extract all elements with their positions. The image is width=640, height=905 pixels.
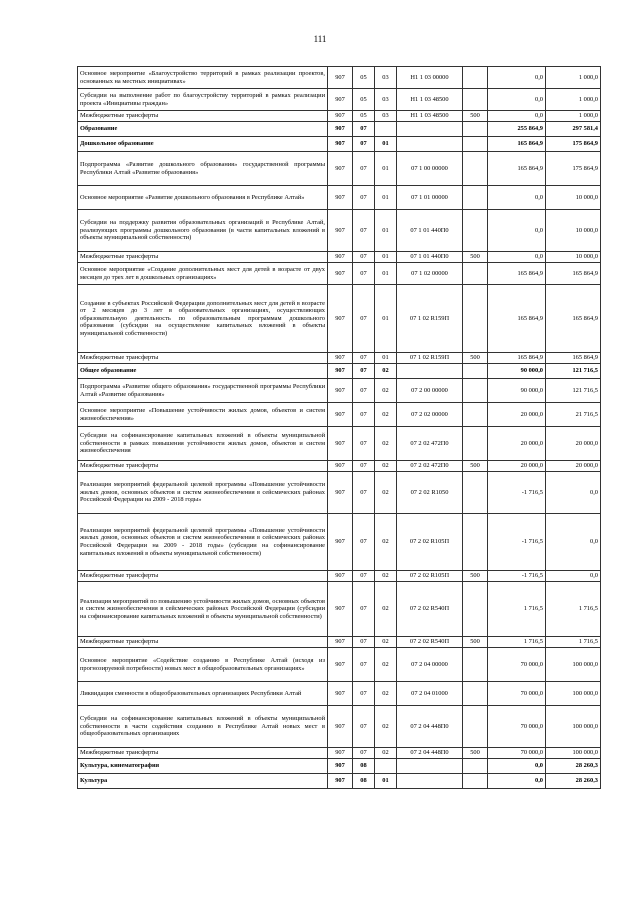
row-amount-year-2: 1 716,5: [546, 582, 601, 637]
row-subsection-code: 02: [375, 748, 397, 759]
row-amount-year-1: 90 000,0: [488, 379, 546, 403]
row-section-code: 07: [353, 122, 375, 137]
row-description: Создание в субъектах Российской Федерации дополнительных мест для детей в возрасте от 2 месяцев до 3 лет в образовательных организациях, осуществляющих образовательную деятельность по образовательным программам дошкольного образования (субсидии на осуществление капитальных вложений в объекты муниципальной собственности): [78, 285, 328, 353]
row-description: Ликвидация сменности в общеобразовательных организациях Республики Алтай: [78, 682, 328, 706]
row-amount-year-1: 0,0: [488, 252, 546, 263]
row-target-article-code: 07 2 02 R540П: [397, 582, 463, 637]
row-description: Субсидии на выполнение работ по благоустройству территорий в рамках реализации проекта «Инициативы граждан»: [78, 89, 328, 111]
row-target-article-code: [397, 122, 463, 137]
row-amount-year-1: 0,0: [488, 759, 546, 774]
row-description: Субсидии на софинансирование капитальных вложений в объекты муниципальной собственности в рамках повышения устойчивости жилых домов, объектов и систем жизнеобеспечения: [78, 427, 328, 461]
row-description: Реализация мероприятий федеральной целевой программы «Повышение устойчивости жилых домов, основных объектов и систем жизнеобеспечения в сейсмических районах Российской Федерации на 2009 - 2018 годы» (субсидии на софинансирование капитальных вложений в объекты муниципальной собственности): [78, 514, 328, 571]
row-section-code: 07: [353, 285, 375, 353]
row-description: Реализация мероприятий по повышению устойчивости жилых домов, основных объектов и систем жизнеобеспечения в сейсмических районах Российской Федерации (субсидии на софинансирование капитальных вложений в объекты муниципальной собственности): [78, 582, 328, 637]
row-amount-year-2: 121 716,5: [546, 364, 601, 379]
row-amount-year-2: 1 716,5: [546, 637, 601, 648]
row-section-code: 07: [353, 137, 375, 152]
row-expense-type-code: [463, 137, 488, 152]
row-expense-type-code: [463, 263, 488, 285]
row-expense-type-code: [463, 472, 488, 514]
row-section-code: 07: [353, 461, 375, 472]
row-subsection-code: 03: [375, 67, 397, 89]
row-subsection-code: 02: [375, 472, 397, 514]
row-amount-year-1: 255 864,9: [488, 122, 546, 137]
row-subsection-code: [375, 759, 397, 774]
row-ministry-code: 907: [328, 571, 353, 582]
row-target-article-code: 07 2 02 00000: [397, 403, 463, 427]
row-subsection-code: 01: [375, 210, 397, 252]
row-subsection-code: 02: [375, 461, 397, 472]
row-subsection-code: 02: [375, 379, 397, 403]
row-target-article-code: 07 1 00 00000: [397, 152, 463, 186]
row-section-code: 07: [353, 403, 375, 427]
row-amount-year-2: 0,0: [546, 472, 601, 514]
row-section-code: 07: [353, 571, 375, 582]
row-expense-type-code: [463, 364, 488, 379]
table-row: [78, 774, 601, 789]
row-subsection-code: 01: [375, 252, 397, 263]
row-section-code: 07: [353, 648, 375, 682]
row-subsection-code: 01: [375, 353, 397, 364]
row-subsection-code: 02: [375, 364, 397, 379]
table-row: [78, 461, 601, 472]
table-row: [78, 210, 601, 252]
row-description: Основное мероприятие «Развитие дошкольного образования в Республике Алтай»: [78, 186, 328, 210]
table-row: [78, 122, 601, 137]
row-ministry-code: 907: [328, 461, 353, 472]
row-section-code: 07: [353, 210, 375, 252]
row-section-code: 07: [353, 186, 375, 210]
row-expense-type-code: [463, 514, 488, 571]
row-subsection-code: 01: [375, 285, 397, 353]
row-subsection-code: 02: [375, 582, 397, 637]
table-row: [78, 637, 601, 648]
row-amount-year-2: 165 864,9: [546, 285, 601, 353]
row-description: Субсидии на поддержку развития образовательных организаций в Республике Алтай, реализующих программы дошкольного образования (в части капитальных вложений в объекты муниципальной собственности): [78, 210, 328, 252]
table-row: [78, 137, 601, 152]
row-amount-year-2: 100 000,0: [546, 682, 601, 706]
row-ministry-code: 907: [328, 379, 353, 403]
row-expense-type-code: 500: [463, 461, 488, 472]
table-row: [78, 403, 601, 427]
table-row: [78, 379, 601, 403]
row-subsection-code: 02: [375, 403, 397, 427]
row-amount-year-1: 20 000,0: [488, 403, 546, 427]
row-target-article-code: [397, 364, 463, 379]
row-description: Основное мероприятие «Содействие созданию в Республике Алтай (исходя из прогнозируемой потребности) новых мест в общеобразовательных организациях»: [78, 648, 328, 682]
row-target-article-code: 07 2 02 R105П: [397, 571, 463, 582]
row-description: Межбюджетные трансферты: [78, 461, 328, 472]
row-ministry-code: 907: [328, 682, 353, 706]
row-ministry-code: 907: [328, 111, 353, 122]
row-target-article-code: 07 1 02 R159П: [397, 353, 463, 364]
row-ministry-code: 907: [328, 514, 353, 571]
row-amount-year-1: 70 000,0: [488, 648, 546, 682]
row-section-code: 07: [353, 364, 375, 379]
table-row: [78, 353, 601, 364]
table-row: [78, 252, 601, 263]
row-description: Межбюджетные трансферты: [78, 252, 328, 263]
table-row: [78, 582, 601, 637]
row-target-article-code: 07 2 04 00000: [397, 648, 463, 682]
row-amount-year-2: 1 000,0: [546, 67, 601, 89]
table-row: [78, 263, 601, 285]
row-expense-type-code: 500: [463, 637, 488, 648]
row-expense-type-code: [463, 427, 488, 461]
row-description: Межбюджетные трансферты: [78, 748, 328, 759]
row-amount-year-1: 20 000,0: [488, 427, 546, 461]
row-expense-type-code: [463, 89, 488, 111]
row-amount-year-2: 0,0: [546, 571, 601, 582]
row-amount-year-2: 100 000,0: [546, 648, 601, 682]
row-subsection-code: 03: [375, 89, 397, 111]
row-amount-year-2: 175 864,9: [546, 137, 601, 152]
table-row: [78, 571, 601, 582]
row-section-code: 07: [353, 706, 375, 748]
row-amount-year-2: 121 716,5: [546, 379, 601, 403]
table-row: [78, 706, 601, 748]
row-target-article-code: 07 1 02 R159П: [397, 285, 463, 353]
row-expense-type-code: [463, 682, 488, 706]
row-ministry-code: 907: [328, 774, 353, 789]
row-subsection-code: 01: [375, 774, 397, 789]
row-amount-year-2: 100 000,0: [546, 748, 601, 759]
row-amount-year-2: 28 260,3: [546, 759, 601, 774]
row-ministry-code: 907: [328, 403, 353, 427]
page-number: 111: [313, 34, 327, 44]
row-ministry-code: 907: [328, 759, 353, 774]
row-amount-year-2: 100 000,0: [546, 706, 601, 748]
row-target-article-code: 07 2 02 472П0: [397, 461, 463, 472]
table-row: [78, 364, 601, 379]
row-subsection-code: 02: [375, 571, 397, 582]
table-row: [78, 67, 601, 89]
row-subsection-code: 01: [375, 186, 397, 210]
row-target-article-code: 07 2 04 448П0: [397, 706, 463, 748]
row-expense-type-code: [463, 759, 488, 774]
table-row: [78, 152, 601, 186]
row-description: Межбюджетные трансферты: [78, 111, 328, 122]
table-row: [78, 285, 601, 353]
row-expense-type-code: [463, 122, 488, 137]
row-amount-year-2: 10 000,0: [546, 210, 601, 252]
table-body: [78, 67, 601, 789]
row-ministry-code: 907: [328, 210, 353, 252]
row-section-code: 07: [353, 263, 375, 285]
row-subsection-code: 02: [375, 427, 397, 461]
row-description: Подпрограмма «Развитие общего образования» государственной программы Республики Алтай «Развитие образования»: [78, 379, 328, 403]
table-row: [78, 427, 601, 461]
row-amount-year-2: 1 000,0: [546, 89, 601, 111]
row-section-code: 05: [353, 67, 375, 89]
row-expense-type-code: 500: [463, 748, 488, 759]
row-amount-year-2: 10 000,0: [546, 252, 601, 263]
row-target-article-code: 07 1 01 440П0: [397, 252, 463, 263]
row-amount-year-2: 297 581,4: [546, 122, 601, 137]
row-ministry-code: 907: [328, 263, 353, 285]
row-amount-year-1: 165 864,9: [488, 137, 546, 152]
row-amount-year-1: 0,0: [488, 774, 546, 789]
row-subsection-code: 01: [375, 137, 397, 152]
row-amount-year-1: 0,0: [488, 89, 546, 111]
row-amount-year-1: 70 000,0: [488, 748, 546, 759]
row-target-article-code: [397, 759, 463, 774]
row-ministry-code: 907: [328, 89, 353, 111]
row-expense-type-code: [463, 186, 488, 210]
row-target-article-code: 07 2 02 472П0: [397, 427, 463, 461]
row-amount-year-2: 20 000,0: [546, 461, 601, 472]
row-amount-year-1: 70 000,0: [488, 682, 546, 706]
row-description: Субсидии на софинансирование капитальных вложений в объекты муниципальной собственности в части содействия созданию в Республике Алтай новых мест в общеобразовательных организациях: [78, 706, 328, 748]
row-amount-year-2: 21 716,5: [546, 403, 601, 427]
row-amount-year-2: 20 000,0: [546, 427, 601, 461]
budget-table: [77, 66, 601, 789]
row-amount-year-1: 165 864,9: [488, 285, 546, 353]
row-ministry-code: 907: [328, 353, 353, 364]
table-row: [78, 89, 601, 111]
row-target-article-code: 07 2 04 448П0: [397, 748, 463, 759]
row-amount-year-1: 20 000,0: [488, 461, 546, 472]
row-description: Межбюджетные трансферты: [78, 353, 328, 364]
row-ministry-code: 907: [328, 67, 353, 89]
row-amount-year-1: -1 716,5: [488, 514, 546, 571]
row-ministry-code: 907: [328, 582, 353, 637]
row-description: Реализация мероприятий федеральной целевой программы «Повышение устойчивости жилых домов, основных объектов и систем жизнеобеспечения в сейсмических районах Российской Федерации на 2009 - 2018 годы»: [78, 472, 328, 514]
row-target-article-code: 07 2 00 00000: [397, 379, 463, 403]
row-section-code: 07: [353, 252, 375, 263]
row-section-code: 07: [353, 682, 375, 706]
row-target-article-code: 07 1 02 00000: [397, 263, 463, 285]
row-subsection-code: 02: [375, 706, 397, 748]
row-amount-year-1: 0,0: [488, 210, 546, 252]
table-row: [78, 186, 601, 210]
row-description: Основное мероприятие «Повышение устойчивости жилых домов, объектов и систем жизнеобеспечения»: [78, 403, 328, 427]
row-ministry-code: 907: [328, 364, 353, 379]
row-subsection-code: 02: [375, 637, 397, 648]
row-amount-year-1: 70 000,0: [488, 706, 546, 748]
row-ministry-code: 907: [328, 648, 353, 682]
row-subsection-code: 02: [375, 648, 397, 682]
row-target-article-code: [397, 774, 463, 789]
row-expense-type-code: [463, 706, 488, 748]
row-expense-type-code: [463, 67, 488, 89]
row-amount-year-1: -1 716,5: [488, 571, 546, 582]
row-amount-year-1: -1 716,5: [488, 472, 546, 514]
row-amount-year-1: 165 864,9: [488, 263, 546, 285]
row-amount-year-2: 175 864,9: [546, 152, 601, 186]
table-row: [78, 472, 601, 514]
row-description: Дошкольное образование: [78, 137, 328, 152]
row-description: Межбюджетные трансферты: [78, 637, 328, 648]
table-row: [78, 759, 601, 774]
row-subsection-code: 01: [375, 152, 397, 186]
row-amount-year-2: 28 260,3: [546, 774, 601, 789]
row-target-article-code: Н1 1 03 00000: [397, 67, 463, 89]
row-section-code: 07: [353, 514, 375, 571]
row-expense-type-code: 500: [463, 252, 488, 263]
row-amount-year-1: 0,0: [488, 111, 546, 122]
row-amount-year-1: 0,0: [488, 67, 546, 89]
row-amount-year-1: 90 000,0: [488, 364, 546, 379]
row-section-code: 07: [353, 379, 375, 403]
row-ministry-code: 907: [328, 137, 353, 152]
table-row: [78, 682, 601, 706]
row-section-code: 05: [353, 111, 375, 122]
row-subsection-code: [375, 122, 397, 137]
row-section-code: 07: [353, 582, 375, 637]
row-subsection-code: 02: [375, 514, 397, 571]
row-section-code: 05: [353, 89, 375, 111]
row-expense-type-code: [463, 285, 488, 353]
row-ministry-code: 907: [328, 285, 353, 353]
row-amount-year-2: 10 000,0: [546, 186, 601, 210]
row-amount-year-2: 0,0: [546, 514, 601, 571]
row-subsection-code: 03: [375, 111, 397, 122]
row-section-code: 08: [353, 774, 375, 789]
row-ministry-code: 907: [328, 748, 353, 759]
row-amount-year-1: 165 864,9: [488, 152, 546, 186]
row-subsection-code: 02: [375, 682, 397, 706]
row-expense-type-code: 500: [463, 111, 488, 122]
row-target-article-code: Н1 1 03 48500: [397, 89, 463, 111]
row-description: Подпрограмма «Развитие дошкольного образования» государственной программы Республики Алтай «Развитие образования»: [78, 152, 328, 186]
row-ministry-code: 907: [328, 637, 353, 648]
row-ministry-code: 907: [328, 152, 353, 186]
row-amount-year-2: 1 000,0: [546, 111, 601, 122]
row-section-code: 07: [353, 427, 375, 461]
row-target-article-code: [397, 137, 463, 152]
table-row: [78, 648, 601, 682]
row-description: Общее образование: [78, 364, 328, 379]
row-section-code: 07: [353, 637, 375, 648]
row-expense-type-code: [463, 379, 488, 403]
row-amount-year-2: 165 864,9: [546, 353, 601, 364]
table-row: [78, 748, 601, 759]
row-description: Культура: [78, 774, 328, 789]
row-ministry-code: 907: [328, 427, 353, 461]
row-ministry-code: 907: [328, 186, 353, 210]
row-ministry-code: 907: [328, 706, 353, 748]
row-description: Культура, кинематография: [78, 759, 328, 774]
row-amount-year-1: 165 864,9: [488, 353, 546, 364]
row-target-article-code: 07 1 01 440П0: [397, 210, 463, 252]
row-expense-type-code: [463, 774, 488, 789]
row-amount-year-1: 1 716,5: [488, 637, 546, 648]
row-expense-type-code: [463, 403, 488, 427]
row-amount-year-1: 1 716,5: [488, 582, 546, 637]
table-row: [78, 514, 601, 571]
row-description: Образование: [78, 122, 328, 137]
row-expense-type-code: 500: [463, 353, 488, 364]
row-description: Основное мероприятие «Создание дополнительных мест для детей в возрасте от двух месяцев до трех лет в дошкольных организациях»: [78, 263, 328, 285]
row-target-article-code: Н1 1 03 48500: [397, 111, 463, 122]
row-expense-type-code: [463, 152, 488, 186]
row-expense-type-code: [463, 582, 488, 637]
table-row: [78, 111, 601, 122]
row-section-code: 07: [353, 748, 375, 759]
row-target-article-code: 07 2 04 01000: [397, 682, 463, 706]
row-subsection-code: 01: [375, 263, 397, 285]
row-ministry-code: 907: [328, 472, 353, 514]
row-section-code: 07: [353, 472, 375, 514]
row-amount-year-2: 165 864,9: [546, 263, 601, 285]
row-target-article-code: 07 2 02 R1050: [397, 472, 463, 514]
row-expense-type-code: [463, 648, 488, 682]
row-target-article-code: 07 1 01 00000: [397, 186, 463, 210]
row-description: Межбюджетные трансферты: [78, 571, 328, 582]
row-target-article-code: 07 2 02 R105П: [397, 514, 463, 571]
row-expense-type-code: [463, 210, 488, 252]
row-description: Основное мероприятие «Благоустройство территорий в рамках реализации проектов, основанных на местных инициативах»: [78, 67, 328, 89]
row-section-code: 07: [353, 353, 375, 364]
row-expense-type-code: 500: [463, 571, 488, 582]
row-ministry-code: 907: [328, 122, 353, 137]
row-section-code: 07: [353, 152, 375, 186]
row-ministry-code: 907: [328, 252, 353, 263]
row-section-code: 08: [353, 759, 375, 774]
row-amount-year-1: 0,0: [488, 186, 546, 210]
row-target-article-code: 07 2 02 R540П: [397, 637, 463, 648]
